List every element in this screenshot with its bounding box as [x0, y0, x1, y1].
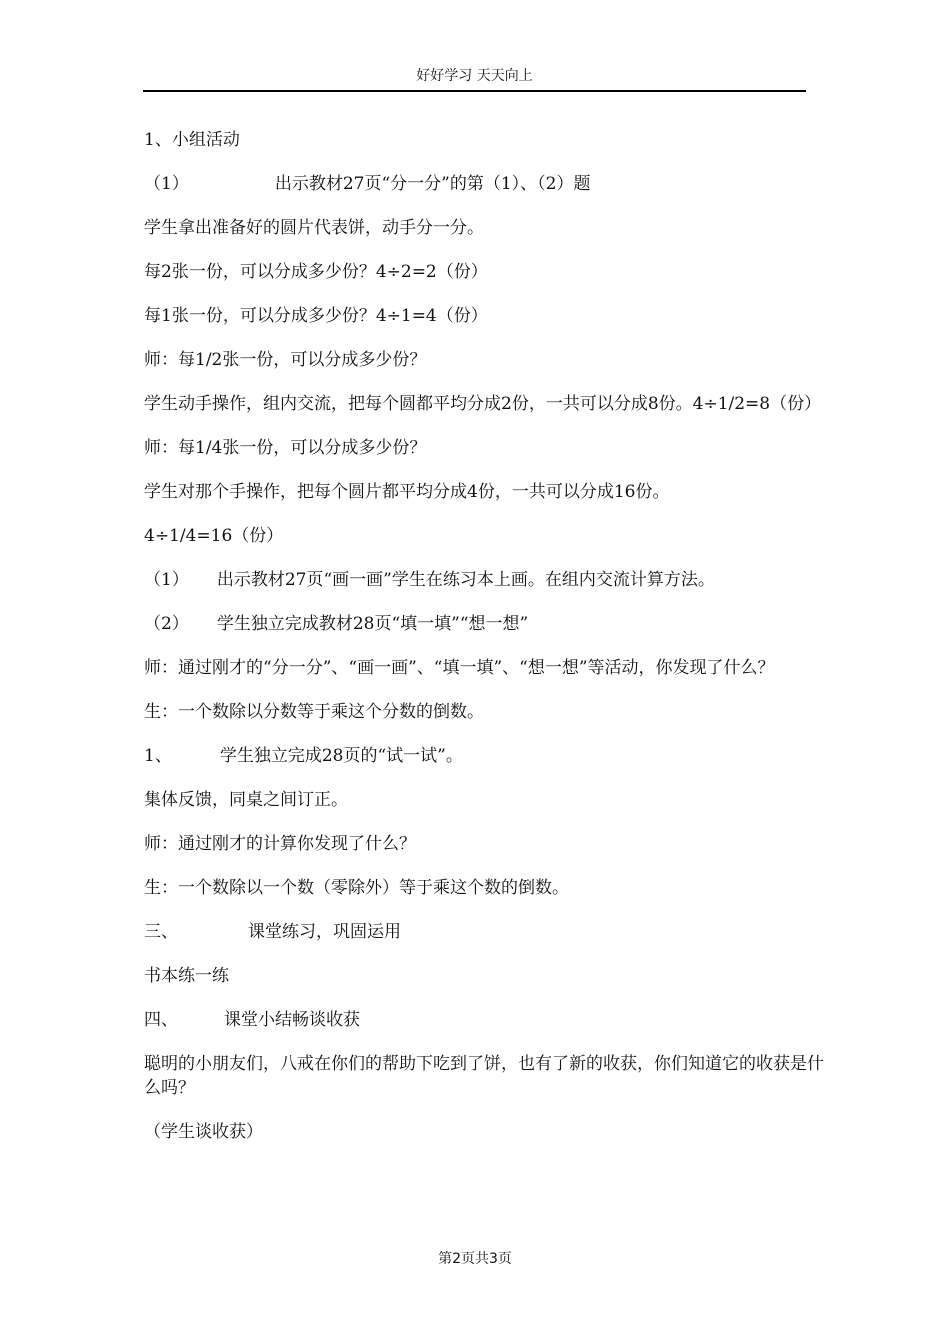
list-number: （1） — [144, 174, 189, 194]
paragraph: 书本练一练 — [144, 966, 229, 986]
section-number: 四、 — [144, 1010, 178, 1030]
list-text: 出示教材27页“分一分”的第（1）、（2）题 — [274, 174, 591, 194]
list-number: （2） — [144, 614, 189, 634]
header-text: 好好学习 天天向上 — [416, 68, 533, 84]
paragraph — [144, 744, 824, 768]
paragraph: 学生拿出准备好的圆片代表饼，动手分一分。 — [144, 218, 484, 238]
paragraph: 师：每1/4张一份，可以分成多少份？ — [144, 438, 427, 458]
paragraph: 聪明的小朋友们，八戒在你们的帮助下吃到了饼，也有了新的收获，你们知道它的收获是什么吗？ — [144, 1054, 824, 1098]
list-number: 1、 — [144, 746, 172, 766]
list-text: 学生独立完成28页的“试一试”。 — [219, 746, 463, 766]
list-text: 学生独立完成教材28页“填一填”“想一想” — [216, 614, 529, 634]
paragraph: 学生动手操作，组内交流，把每个圆都平均分成2份，一共可以分成8份。4÷1/2=8（份） — [144, 394, 822, 414]
paragraph: 1、小组活动 — [144, 130, 240, 150]
page-header — [143, 66, 806, 92]
paragraph — [144, 1008, 824, 1032]
paragraph — [144, 172, 824, 196]
paragraph — [144, 568, 824, 592]
paragraph: 集体反馈，同桌之间订正。 — [144, 790, 348, 810]
paragraph: 师：通过刚才的计算你发现了什么？ — [144, 834, 416, 854]
paragraph: 师：每1/2张一份，可以分成多少份？ — [144, 350, 427, 370]
page-footer — [0, 1248, 950, 1268]
paragraph: 每2张一份，可以分成多少份？4÷2=2（份） — [144, 262, 488, 282]
paragraph: 师：通过刚才的“分一分”、“画一画”、“填一填”、“想一想”等活动，你发现了什么？ — [144, 658, 775, 678]
paragraph: 4÷1/4=16（份） — [144, 526, 284, 546]
section-heading: 课堂小结畅谈收获 — [224, 1010, 360, 1030]
document-body — [144, 128, 824, 1164]
paragraph: 生：一个数除以一个数（零除外）等于乘这个数的倒数。 — [144, 878, 569, 898]
section-heading: 课堂练习，巩固运用 — [248, 922, 401, 942]
page-number: 第2页共3页 — [438, 1251, 512, 1267]
paragraph — [144, 612, 824, 636]
list-text: 出示教材27页“画一画”学生在练习本上画。在组内交流计算方法。 — [216, 570, 715, 590]
paragraph: （学生谈收获） — [144, 1122, 263, 1142]
paragraph: 学生对那个手操作，把每个圆片都平均分成4份，一共可以分成16份。 — [144, 482, 670, 502]
list-number: （1） — [144, 570, 189, 590]
paragraph: 生：一个数除以分数等于乘这个分数的倒数。 — [144, 702, 484, 722]
paragraph: 每1张一份，可以分成多少份？4÷1=4（份） — [144, 306, 488, 326]
section-number: 三、 — [144, 922, 178, 942]
paragraph — [144, 920, 824, 944]
